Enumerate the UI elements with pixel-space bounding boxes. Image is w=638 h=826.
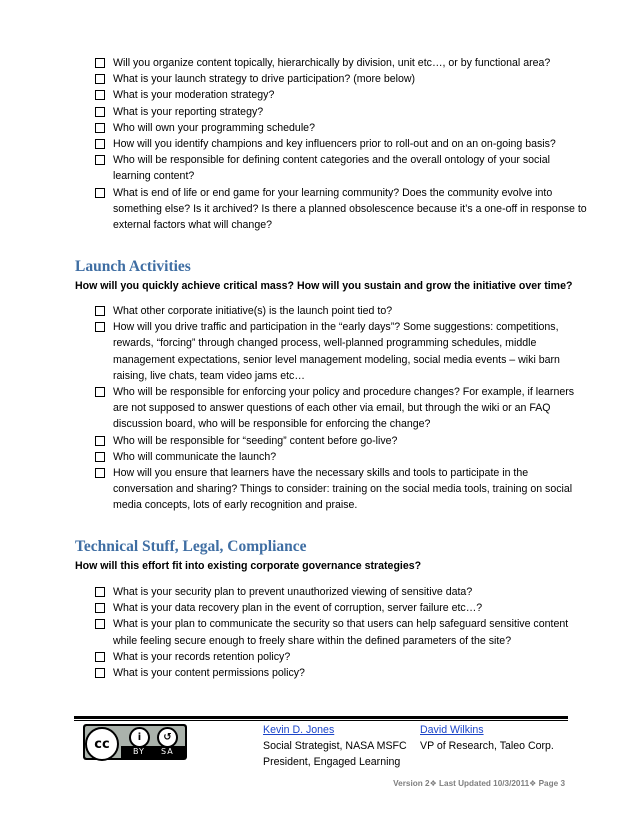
list-item: What is your reporting strategy? [0,104,638,120]
section-subtitle-technical: How will this effort fit into existing corporate governance strategies? [75,560,422,572]
version-label: Version 2 [393,779,430,788]
list-item: How will you drive traffic and participation in the “early days”? Some suggestions: competitions, rewards, “forcing” through changed process, well-planned programming schedules, middle management expectations, senior level management modeling, social media events – wiki barn raising, live chats, team video jams etc… [0,319,638,384]
checkbox-icon [95,603,105,613]
checkbox-icon [95,452,105,462]
list-item: What is your data recovery plan in the event of corruption, server failure etc…? [0,600,638,616]
author-block-2 [420,722,554,754]
last-updated-label: Last Updated 10/3/2011 [439,779,530,788]
list-item: Who will be responsible for enforcing your policy and procedure changes? For example, if learners are not supposed to answer questions of each other via email, but through the wiki or an FAQ discussion board, who will be responsible for enforcing the change? [0,384,638,433]
checkbox-icon [95,322,105,332]
checkbox-icon [95,74,105,84]
top-checklist [0,55,638,233]
checkbox-icon [95,387,105,397]
author-block-1 [263,722,407,771]
list-item: What is your records retention policy? [0,649,638,665]
footer-divider [74,716,568,719]
list-item: What is end of life or end game for your learning community? Does the community evolve into something else? Is it archived? Is there a planned obsolescence because it’s a one-off in response to external factors what will change? [0,185,638,234]
checkbox-icon [95,188,105,198]
author-title: President, Engaged Learning [263,756,401,769]
creative-commons-badge[interactable] [83,724,187,760]
attribution-icon: i [129,727,150,748]
author-title: VP of Research, Taleo Corp. [420,740,554,753]
diamond-separator-icon: ❖ [529,779,537,788]
checkbox-icon [95,587,105,597]
list-item: What other corporate initiative(s) is the launch point tied to? [0,303,638,319]
list-item: Will you organize content topically, hierarchically by division, unit etc…, or by functional area? [0,55,638,71]
checkbox-icon [95,58,105,68]
checkbox-icon [95,90,105,100]
share-alike-icon: ↺ [157,727,178,748]
list-item: How will you ensure that learners have the necessary skills and tools to participate in the conversation and sharing? Things to consider: training on the social media tools, training on social media concepts, lots of early recognition and praise. [0,465,638,514]
list-item: Who will communicate the launch? [0,449,638,465]
list-item: What is your moderation strategy? [0,87,638,103]
checkbox-icon [95,123,105,133]
technical-checklist [0,584,638,681]
list-item: How will you identify champions and key influencers prior to roll-out and on an on-going basis? [0,136,638,152]
checkbox-icon [95,668,105,678]
list-item: What is your content permissions policy? [0,665,638,681]
author-link-kevin-jones[interactable]: Kevin D. Jones [263,724,335,736]
section-title-technical: Technical Stuff, Legal, Compliance [75,538,307,555]
cc-by-label: BY [133,747,145,756]
cc-sa-label: SA [161,747,174,756]
list-item: What is your launch strategy to drive participation? (more below) [0,71,638,87]
list-item: What is your security plan to prevent unauthorized viewing of sensitive data? [0,584,638,600]
page-footer [393,779,565,788]
checkbox-icon [95,139,105,149]
launch-checklist [0,303,638,514]
list-item: Who will own your programming schedule? [0,120,638,136]
cc-logo-icon: cc [85,727,119,761]
author-title: Social Strategist, NASA MSFC [263,740,407,753]
checkbox-icon [95,652,105,662]
page-number: Page 3 [538,779,565,788]
author-link-david-wilkins[interactable]: David Wilkins [420,724,484,736]
list-item: Who will be responsible for defining content categories and the overall ontology of your social learning content? [0,152,638,184]
list-item: What is your plan to communicate the security so that users can help safeguard sensitive content while feeling secure enough to freely share within the defined parameters of the site? [0,616,638,648]
list-item: Who will be responsible for “seeding” content before go-live? [0,433,638,449]
footer-divider-thin [74,720,568,721]
checkbox-icon [95,107,105,117]
checkbox-icon [95,619,105,629]
section-title-launch: Launch Activities [75,258,191,275]
checkbox-icon [95,155,105,165]
checkbox-icon [95,468,105,478]
checkbox-icon [95,306,105,316]
checkbox-icon [95,436,105,446]
diamond-separator-icon: ❖ [429,779,437,788]
cc-license-strip [121,746,185,758]
section-subtitle-launch: How will you quickly achieve critical mass? How will you sustain and grow the initiative over time? [75,280,573,292]
